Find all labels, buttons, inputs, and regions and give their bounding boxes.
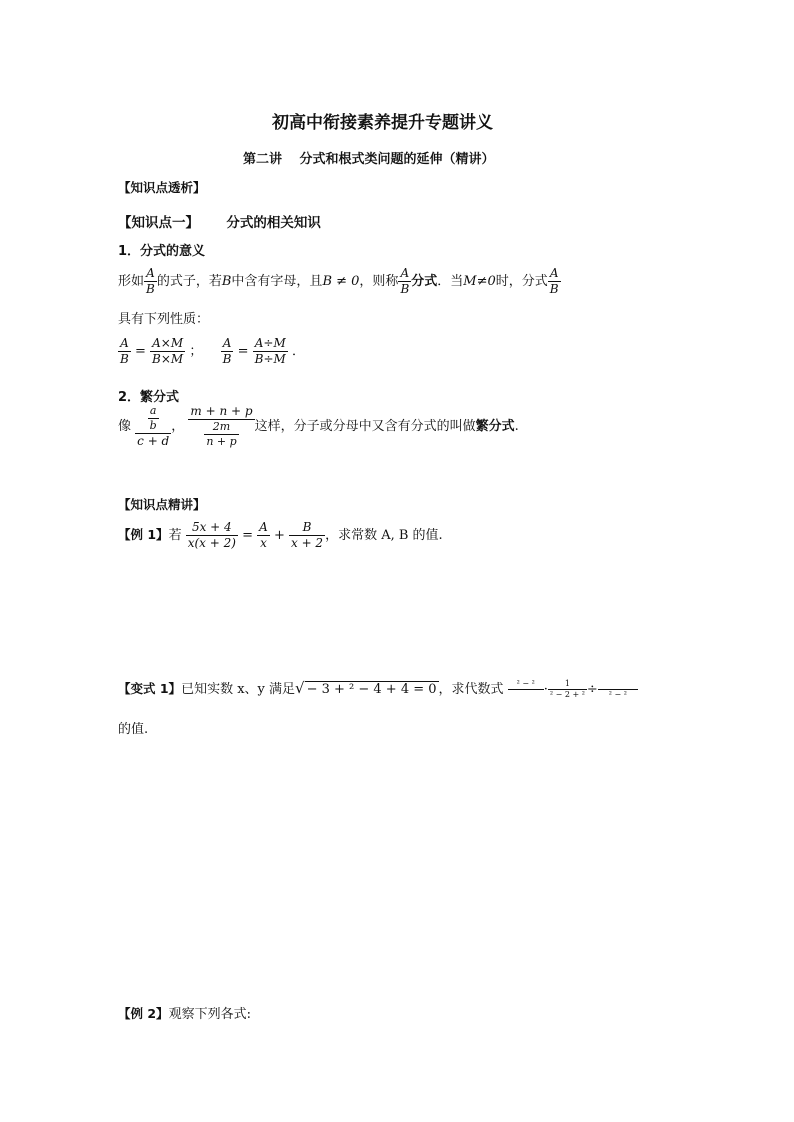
text: 形如 [118, 274, 145, 289]
complex-fraction-1: $\frac{\frac{a}{b}}{c + d}$ [137, 404, 170, 448]
complex-fraction-2: $\frac{m + n + p}{\frac{2m}{n + p}}$ [190, 404, 253, 448]
fraction: $\frac{B}{x + 2}$ [290, 520, 324, 550]
kp1-title: 分式的相关知识 [226, 215, 321, 231]
comma: ， [171, 418, 185, 434]
text: ，则称 [359, 274, 399, 289]
item-1-heading: 1．分式的意义 [118, 244, 206, 259]
example-2-label: 【例 2】 [118, 1006, 169, 1021]
text: 时，分式 [495, 274, 548, 289]
fraction: $\frac{A\div M}{B\div M}$ [254, 336, 286, 366]
definition-line-2: 具有下列性质： [118, 312, 210, 327]
term-fraction: 分式 [411, 274, 438, 289]
item-2-heading: 2．繁分式 [118, 390, 180, 405]
text: ．当 [437, 274, 464, 289]
text: 这样，分子或分母中又含有分式的叫做 [254, 418, 476, 434]
separator: ； [189, 344, 203, 359]
example-1 [118, 520, 443, 551]
definition-line [118, 266, 561, 297]
text: 像 [118, 418, 132, 434]
dot: · [543, 682, 548, 697]
expr-fraction-3: ² − ² [598, 679, 638, 700]
expr-fraction-2: $\frac{1}{\text{² − 2 + ²}}$ [549, 679, 585, 699]
variant-1-end: 的值. [118, 722, 149, 737]
variant-1-label: 【变式 1】 [118, 681, 182, 696]
fraction: $\frac{A}{B}$ [120, 336, 129, 366]
text: 已知实数 x、y 满足 [181, 682, 296, 697]
section-detail-heading: 【知识点精讲】 [118, 497, 206, 512]
fraction-a-over-b: $\frac{A}{B}$ [146, 266, 155, 296]
page-title: 初高中衔接素养提升专题讲义 [272, 113, 493, 133]
divide: ÷ [586, 682, 598, 697]
example-2 [118, 1003, 251, 1022]
example-1-label: 【例 1】 [118, 527, 169, 542]
var-b: B [221, 274, 232, 289]
fraction: $\frac{A\times M}{B\times M}$ [152, 336, 184, 366]
lecture-subtitle: 第二讲 分式和根式类问题的延伸（精讲） [243, 152, 495, 167]
fraction-properties [118, 336, 305, 367]
text: 观察下列各式: [168, 1007, 251, 1022]
variant-1 [118, 678, 638, 700]
fraction: $\frac{A}{B}$ [222, 336, 232, 366]
sqrt-icon: √ [295, 679, 305, 697]
section-overview-heading: 【知识点透析】 [118, 180, 206, 195]
text: 的式子，若 [156, 274, 222, 289]
expr-fraction-1: ² − ² [508, 679, 544, 700]
text: 若 [168, 528, 182, 543]
period: ． [291, 344, 305, 359]
fraction-a-over-b: $\frac{A}{B}$ [400, 266, 410, 296]
kp1-label: 【知识点一】 [118, 215, 199, 231]
text: 中含有字母，且 [231, 274, 323, 289]
condition-expression: − 3 + ² − 4 + 4 = 0 [306, 682, 437, 697]
fraction: $\frac{5x + 4}{x(x + 2)}$ [187, 520, 236, 550]
complex-fraction-line [118, 404, 519, 449]
equals: = [237, 344, 249, 359]
text: ，求常数 A, B 的值. [325, 528, 443, 543]
term-complex-fraction: 繁分式 [475, 418, 515, 434]
period: . [514, 418, 519, 434]
condition: B ≠ 0 [322, 274, 360, 289]
knowledge-point-1-heading [118, 211, 321, 231]
m-condition: M≠0 [463, 274, 496, 289]
plus: + [273, 528, 285, 543]
equals: = [242, 528, 253, 543]
fraction-a-over-b: $\frac{A}{B}$ [549, 266, 559, 296]
text: ，求代数式 [438, 682, 504, 697]
equals: = [134, 344, 146, 359]
fraction: $\frac{A}{x}$ [259, 520, 268, 550]
